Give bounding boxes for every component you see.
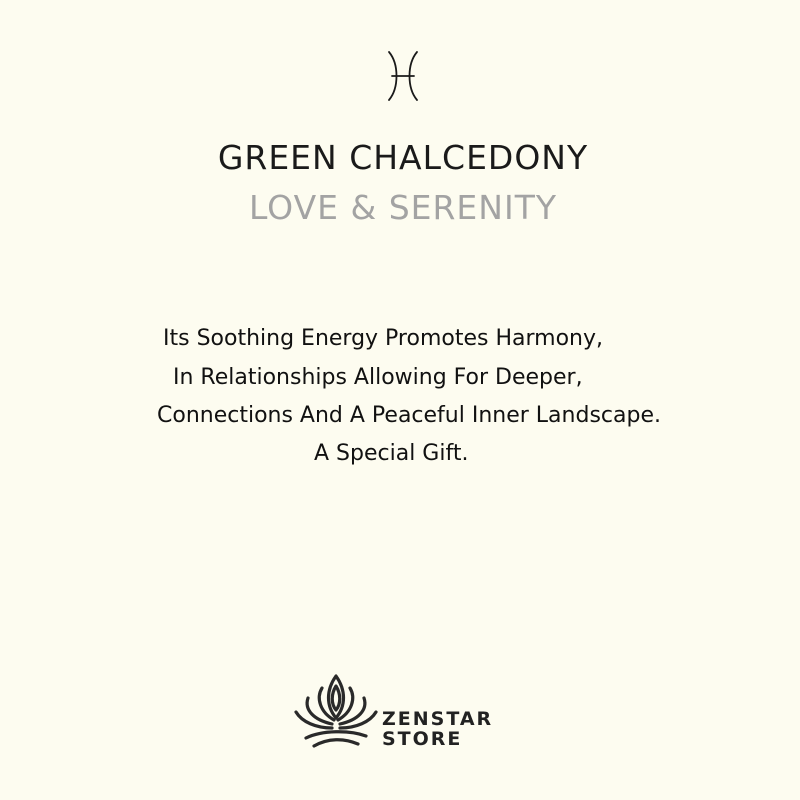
description-line: In Relationships Allowing For Deeper,	[173, 365, 583, 390]
page-subtitle: LOVE & SERENITY	[248, 188, 558, 227]
brand-suffix: STORE	[382, 728, 463, 750]
page-title: GREEN CHALCEDONY	[217, 138, 589, 177]
brand-name: ZENSTAR	[382, 708, 494, 730]
description-line: Connections And A Peaceful Inner Landscape.	[157, 403, 661, 428]
pisces-icon	[383, 48, 423, 104]
lotus-logo-icon	[292, 672, 380, 750]
description-line: A Special Gift.	[314, 441, 469, 466]
description-line: Its Soothing Energy Promotes Harmony,	[163, 326, 603, 351]
